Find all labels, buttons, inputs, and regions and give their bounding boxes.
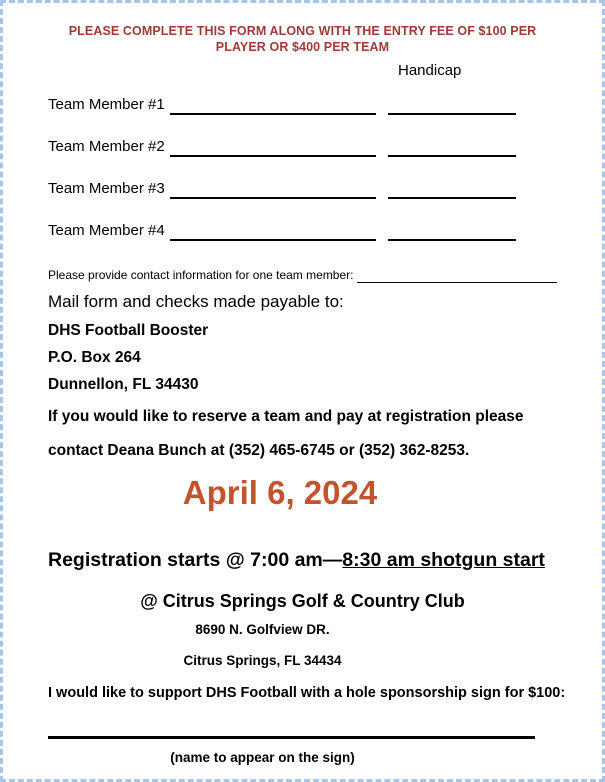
team-member-3-name-line xyxy=(170,181,376,199)
team-member-2-row xyxy=(48,137,557,157)
team-member-4-row xyxy=(48,221,557,241)
venue-city-state-zip: Citrus Springs, FL 34434 xyxy=(183,653,342,668)
team-member-3-row xyxy=(48,179,557,199)
sponsorship-name-fill-line xyxy=(48,736,535,739)
contact-info-row xyxy=(48,267,557,283)
reserve-instructions-line2: contact Deana Bunch at (352) 465-6745 or (352) 362-8253. xyxy=(48,442,470,459)
team-member-4-handicap-line xyxy=(388,223,516,241)
entry-fee-notice: PLEASE COMPLETE THIS FORM ALONG WITH THE ENTRY FEE OF $100 PER PLAYER OR $400 PER TEAM xyxy=(68,24,537,54)
contact-info-fill-line xyxy=(357,269,557,283)
team-member-1-row xyxy=(48,95,557,115)
team-member-4-name-line xyxy=(170,223,376,241)
team-member-1-handicap-line xyxy=(388,97,516,115)
team-member-2-label: Team Member #2 xyxy=(48,138,165,155)
sponsorship-caption: (name to appear on the sign) xyxy=(170,750,355,765)
team-member-1-name-line xyxy=(170,97,376,115)
sponsorship-prompt: I would like to support DHS Football with a hole sponsorship sign for $100: xyxy=(48,685,566,701)
team-member-2-name-line xyxy=(170,139,376,157)
team-member-2-handicap-line xyxy=(388,139,516,157)
team-member-3-label: Team Member #3 xyxy=(48,180,165,197)
team-member-4-label: Team Member #4 xyxy=(48,222,165,239)
team-member-3-handicap-line xyxy=(388,181,516,199)
venue-name: @ Citrus Springs Golf & Country Club xyxy=(140,591,465,611)
contact-info-label: Please provide contact information for one team member: xyxy=(48,268,354,282)
payee-city-state-zip: Dunnellon, FL 34430 xyxy=(48,376,199,393)
venue-street-address: 8690 N. Golfview DR. xyxy=(195,622,330,637)
reserve-instructions-line1: If you would like to reserve a team and pay at registration please xyxy=(48,408,524,425)
registration-time-line xyxy=(48,547,557,573)
event-date: April 6, 2024 xyxy=(182,474,378,511)
payee-name: DHS Football Booster xyxy=(48,322,209,339)
mail-instructions: Mail form and checks made payable to: xyxy=(48,292,344,311)
payee-po-box: P.O. Box 264 xyxy=(48,349,141,366)
shotgun-start-time: 8:30 am shotgun start xyxy=(342,549,545,571)
handicap-column-header: Handicap xyxy=(398,62,462,79)
registration-time-prefix: Registration starts @ 7:00 am— xyxy=(48,549,343,571)
team-member-1-label: Team Member #1 xyxy=(48,96,165,113)
